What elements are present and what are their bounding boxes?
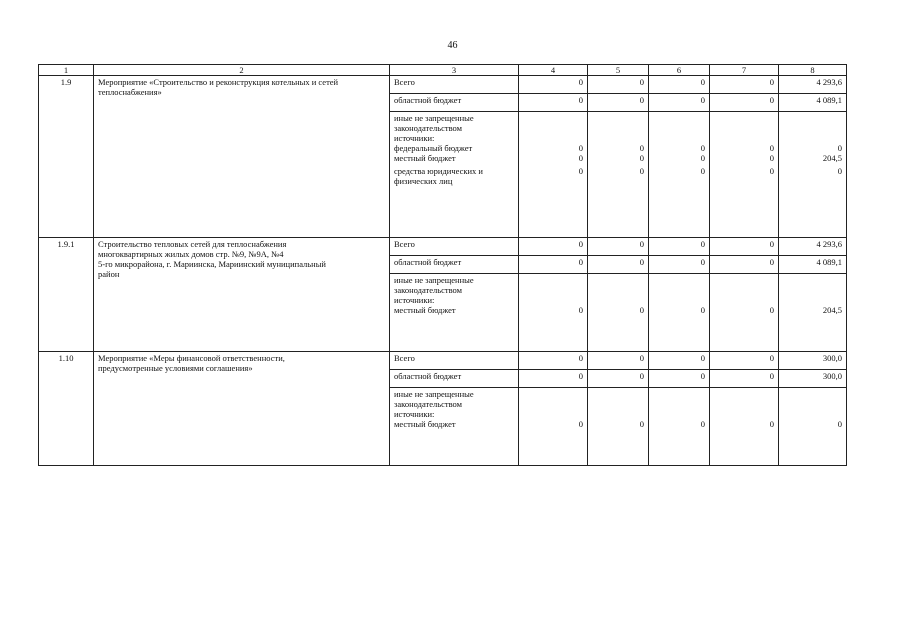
column-header: 3 <box>390 65 519 76</box>
row-code: 1.10 <box>39 352 94 466</box>
source-label: иные не запрещенные <box>394 275 474 285</box>
funding-table <box>38 64 847 466</box>
row-title-line: предусмотренные условиями соглашения» <box>98 363 253 373</box>
value-cell: 0 <box>649 370 710 388</box>
row-title: Мероприятие «Строительство и реконструкция котельных и сетей теплоснабжения» <box>94 76 390 238</box>
source-list <box>390 388 519 466</box>
row-title-line: Мероприятие «Меры финансовой ответственности, <box>98 353 285 363</box>
value-cell: 0 <box>588 352 649 370</box>
value-cell: 0 <box>710 352 779 370</box>
source-label: иные не запрещенные <box>394 389 474 399</box>
row-title-line: многоквартирных жилых домов стр. №9, №9А, №4 <box>98 249 284 259</box>
source-label: иные не запрещенные <box>394 113 474 123</box>
column-header: 6 <box>649 65 710 76</box>
value-cell: 4 293,6 <box>779 238 847 256</box>
value-cell: 300,0 <box>779 370 847 388</box>
value-cell: 0 <box>710 238 779 256</box>
column-header-row <box>39 65 847 76</box>
value-cell: 0 <box>639 143 644 153</box>
source-label: федеральный бюджет <box>394 143 473 153</box>
row-title-line: 5-го микрорайона, г. Мариинска, Мариинский муниципальный <box>98 259 326 269</box>
source-label: источники: <box>394 295 435 305</box>
value-cell: 0 <box>769 419 774 429</box>
table-row <box>39 238 847 256</box>
source-label: Всего <box>390 238 519 256</box>
value-cell: 0 <box>700 419 705 429</box>
source-label: областной бюджет <box>390 370 519 388</box>
source-label: средства юридических и <box>394 166 483 176</box>
value-cell: 0 <box>519 94 588 112</box>
source-label: законодательством <box>394 399 463 409</box>
value-cell: 0 <box>588 370 649 388</box>
source-label: местный бюджет <box>394 305 456 315</box>
row-code: 1.9.1 <box>39 238 94 352</box>
row-title <box>94 238 390 352</box>
value-cell: 0 <box>769 153 774 163</box>
row-code: 1.9 <box>39 76 94 238</box>
value-cell: 204,5 <box>822 305 842 315</box>
source-label: Всего <box>390 76 519 94</box>
value-cell: 0 <box>578 305 583 315</box>
value-cell: 0 <box>639 166 644 176</box>
source-label: законодательством <box>394 123 463 133</box>
value-cell: 0 <box>639 305 644 315</box>
value-cell: 4 089,1 <box>779 256 847 274</box>
table-row <box>39 76 847 94</box>
page-number: 46 <box>447 40 458 51</box>
source-label: местный бюджет <box>394 153 456 163</box>
value-cell: 0 <box>519 238 588 256</box>
value-cell: 204,5 <box>822 153 842 163</box>
value-cell: 0 <box>700 143 705 153</box>
value-cell: 0 <box>769 305 774 315</box>
source-label: законодательством <box>394 285 463 295</box>
column-header: 2 <box>94 65 390 76</box>
source-label: Всего <box>390 352 519 370</box>
value-cell: 0 <box>710 94 779 112</box>
value-cell: 0 <box>578 166 583 176</box>
value-cell: 0 <box>700 153 705 163</box>
value-cell: 0 <box>649 256 710 274</box>
value-cell: 0 <box>519 256 588 274</box>
row-title <box>94 352 390 466</box>
value-cell: 0 <box>700 166 705 176</box>
value-cell: 0 <box>588 256 649 274</box>
row-title-line: Строительство тепловых сетей для теплоснабжения <box>98 239 287 249</box>
value-cell: 0 <box>700 305 705 315</box>
value-cell: 0 <box>649 94 710 112</box>
value-cell: 0 <box>639 419 644 429</box>
row-title-line: район <box>98 269 120 279</box>
value-cell: 0 <box>588 238 649 256</box>
source-label: местный бюджет <box>394 419 456 429</box>
value-cell: 0 <box>649 76 710 94</box>
value-cell: 0 <box>578 153 583 163</box>
value-cell: 0 <box>769 143 774 153</box>
column-header: 1 <box>39 65 94 76</box>
value-cell: 0 <box>519 370 588 388</box>
source-label: источники: <box>394 409 435 419</box>
value-cell: 0 <box>639 153 644 163</box>
value-cell: 0 <box>578 143 583 153</box>
value-cell: 0 <box>710 256 779 274</box>
source-label: областной бюджет <box>390 256 519 274</box>
column-header: 7 <box>710 65 779 76</box>
value-cell: 0 <box>769 166 774 176</box>
value-cell: 0 <box>519 76 588 94</box>
value-cell: 0 <box>649 238 710 256</box>
value-cell: 0 <box>649 352 710 370</box>
column-header: 4 <box>519 65 588 76</box>
value-cell: 4 293,6 <box>779 76 847 94</box>
table-row <box>39 352 847 370</box>
value-cell: 0 <box>588 76 649 94</box>
value-cell: 0 <box>837 419 842 429</box>
value-cell: 0 <box>710 370 779 388</box>
value-cell: 0 <box>837 166 842 176</box>
source-list <box>390 112 519 238</box>
column-header: 5 <box>588 65 649 76</box>
value-cell: 0 <box>837 143 842 153</box>
value-cell: 0 <box>710 76 779 94</box>
source-label: физических лиц <box>394 176 453 186</box>
value-cell: 0 <box>578 419 583 429</box>
source-list <box>390 274 519 352</box>
column-header: 8 <box>779 65 847 76</box>
source-label: источники: <box>394 133 435 143</box>
value-cell: 300,0 <box>779 352 847 370</box>
value-cell: 0 <box>588 94 649 112</box>
value-cell: 4 089,1 <box>779 94 847 112</box>
source-label: областной бюджет <box>390 94 519 112</box>
value-cell: 0 <box>519 352 588 370</box>
